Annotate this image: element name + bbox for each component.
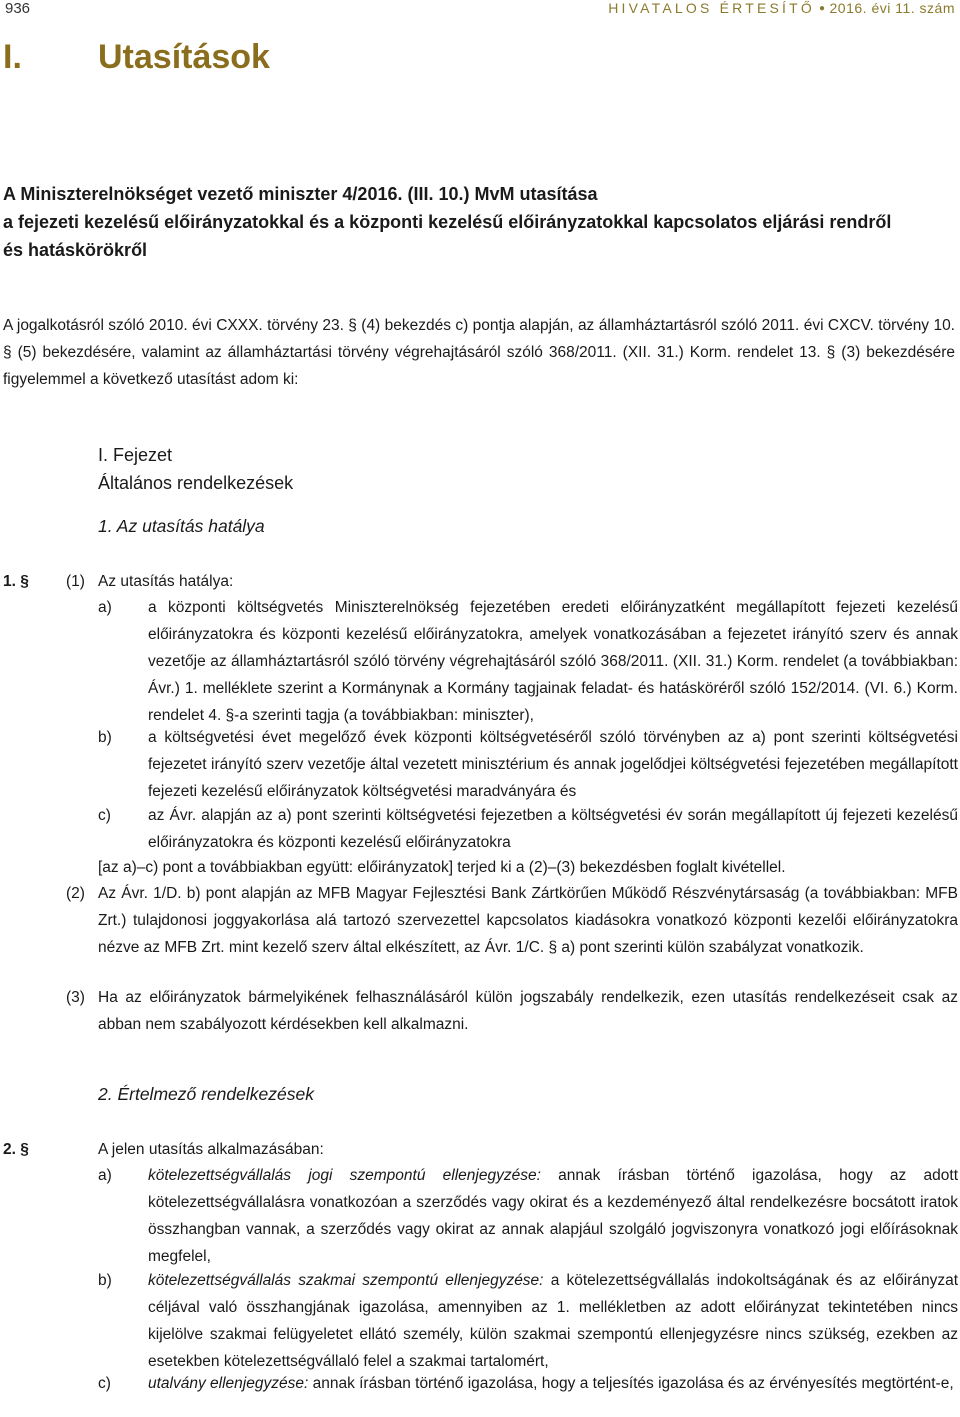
article-1-point-b [0,724,960,806]
chapter-title: Általános rendelkezések [98,473,294,493]
article-1-paragraph-2 [0,880,960,988]
point-text [148,1267,958,1375]
point-label: c) [98,1375,111,1392]
page-number: 936 [5,0,31,17]
paragraph-text: Az utasítás hatálya: [98,573,234,590]
paragraph-label: (1) [66,573,85,590]
subsection-title: 2. Értelmező rendelkezések [98,1084,314,1104]
point-text: a költségvetési évet megelőző évek központi költségvetéséről szóló törvényben az a) pont szerinti költségvetési fejezetet irányító szerv vezetője által vezetett minisztérium és annak jogelődjei költségvetési fejezetében megállapított fejezeti kezelésű előirányzatok költségvetési maradványára és [148,729,958,800]
section-title: Utasítások [98,38,270,76]
paragraph-text: Ha az előirányzatok bármelyikének felhasználásáról külön jogszabály rendelkezik, ezen utasítás rendelkezéseit csak az abban nem szabályozott kérdésekben kell alkalmazni. [98,989,958,1033]
point-label: b) [98,729,112,746]
point-text [148,1370,958,1397]
article-1-paragraph-3 [0,984,960,1039]
publication-name: HIVATALOS ÉRTESÍTŐ [608,0,815,16]
preamble: A jogalkotásról szóló 2010. évi CXXX. törvény 23. § (4) bekezdés c) pontja alapján, az államháztartásról szóló 2011. évi CXCV. törvény 10. § (5) bekezdésére, valamint az államháztartási törvény végrehajtásáról szóló 368/2011. (XII. 31.) Korm. rendelet 13. § (3) bekezdésére figyelemmel a következő utasítást adom ki: [3,317,955,388]
section-number: I. [3,38,22,76]
issue-number: 2016. évi 11. szám [829,0,955,16]
definition-text: annak írásban történő igazolása, hogy az adott kötelezettségvállalásra vonatkozóan a szerződés vagy okirat és a kezdeményező által rendelkezésre bocsátott iratok összhangban vannak, a szerződés vagy okirat az annak alapjául szolgáló jogviszonyra vonatkozó jogi előírásoknak megfelel, [148,1167,959,1265]
point-text: a központi költségvetés Miniszterelnökség fejezetében eredeti előirányzatként megállapított fejezeti kezelésű előirányzatokra és központi kezelésű előirányzatokra, amelyek vonatkozásában a fejezetet irányító szerv és annak vezetője az államháztartásról szóló törvény végrehajtásáról szóló 368/2011. (XII. 31.) Korm. rendelet (a továbbiakban: Ávr.) 1. melléklete szerint a Kormánynak a Kormány tagjainak feladat- és hatásköréről szóló 152/2014. (VI. 6.) Korm. rendelet 4. §-a szerinti tagja (a továbbiakban: miniszter), [148,599,958,724]
article-number: 2. § [3,1141,29,1158]
point-label: a) [98,1167,112,1184]
point-label: c) [98,807,111,824]
article-1-point-c [0,802,960,857]
article-1-closing: [az a)–c) pont a továbbiakban együtt: előirányzatok] terjed ki a (2)–(3) bekezdésben foglalt kivétellel. [98,859,786,876]
paragraph-label: (2) [66,885,85,902]
document-title-line: A Miniszterelnökséget vezető miniszter 4/2016. (III. 10.) MvM utasítása [3,184,598,204]
article-number: 1. § [3,573,29,590]
definition-text: annak írásban történő igazolása, hogy a teljesítés igazolása és az érvényesítés megtörtént-e, [308,1375,954,1392]
document-title-line: a fejezeti kezelésű előirányzatokkal és a központi kezelésű előirányzatokkal kapcsolatos eljárási rendről [3,212,892,232]
intro-text: A jelen utasítás alkalmazásában: [98,1141,324,1158]
paragraph-label: (3) [66,989,85,1006]
article-2-point-c [0,1370,960,1417]
subsection-title: 1. Az utasítás hatálya [98,516,265,536]
chapter-heading [98,441,293,497]
defined-term: kötelezettségvállalás szakmai szempontú ellenjegyzése: [148,1272,544,1289]
chapter-number: I. Fejezet [98,445,173,465]
defined-term: utalvány ellenjegyzése: [148,1375,309,1392]
point-label: a) [98,599,112,616]
defined-term: kötelezettségvállalás jogi szempontú ellenjegyzése: [148,1167,541,1184]
paragraph-text: Az Ávr. 1/D. b) pont alapján az MFB Magyar Fejlesztési Bank Zártkörűen Működő Részvénytársaság (a továbbiakban: MFB Zrt.) tulajdonosi joggyakorlása alá tartozó szervezettel kapcsolatos kiadásokra vonatkozó központi kezelői előirányzatokra nézve az MFB Zrt. mint kezelő szerv által elkészített, az Ávr. 1/C. § a) pont szerinti külön szabályzat vonatkozik. [98,885,958,956]
bullet-separator-icon: ● [818,3,826,14]
definition-text: a kötelezettségvállalás indokoltságának és az előirányzat céljával való összhangjának igazolása, amennyiben az 1. mellékletben az adott előirányzat tekintetében nincs kijelölve szakmai felügyeletet ellátó személy, külön szakmai szempontú ellenjegyzésre nincs szükség, ezekben az esetekben kötelezettségvállaló felel a szakmai tartalomért, [148,1272,959,1370]
publication-header [608,0,955,16]
point-label: b) [98,1272,112,1289]
document-title-line: és hatáskörökről [3,240,148,260]
point-text: az Ávr. alapján az a) pont szerinti költségvetési fejezetben a költségvetési év során megállapított új fejezeti kezelésű előirányzatokra és központi kezelésű előirányzatokra [148,807,958,851]
document-title [3,180,953,264]
article-2-point-a [0,1162,960,1272]
article-2-point-b [0,1267,960,1377]
point-text [148,1162,958,1270]
article-1-point-a [0,594,960,729]
